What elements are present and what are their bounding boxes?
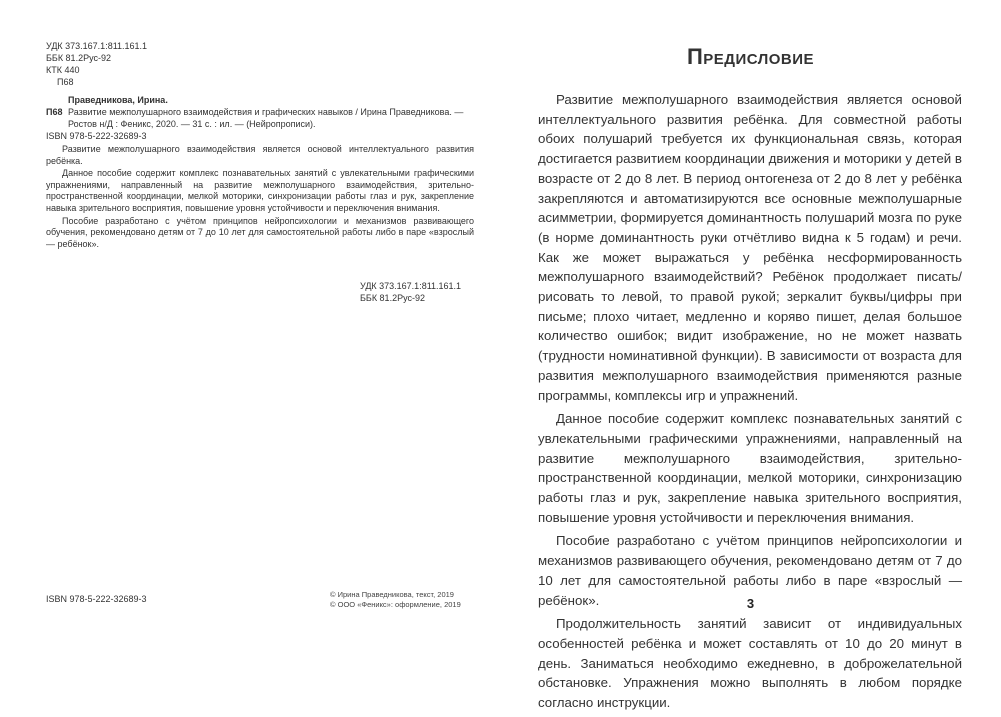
page-title: Предисловие	[686, 44, 815, 69]
author-name: Праведникова, Ирина.	[68, 95, 168, 105]
page-number: 3	[746, 596, 755, 611]
annotation-paragraph: Развитие межполушарного взаимодействия является основой интеллектуального развития ребёнка.	[46, 144, 474, 166]
preface-paragraph: Пособие разработано с учётом принципов нейропсихологии и механизмов развивающего обучения, рекомендовано детям от 7 до 10 лет для самостоятельной работы либо в паре «взрослый — ребёнок».	[538, 533, 962, 608]
bbk-code-repeat: ББК 81.2Рус-92	[360, 293, 425, 303]
copyright-design: © ООО «Феникс»: оформление, 2019	[330, 600, 461, 609]
preface-paragraph: Продолжительность занятий зависит от индивидуальных особенностей ребёнка и может составлять от 10 до 20 минут в день. Заниматься необходимо ежедневно, в доброжелательной обстановке. Упражнения можно выполнять в любом порядке согласно инструкции.	[538, 616, 962, 711]
bibliographic-record	[46, 94, 466, 142]
classification-repeat	[360, 280, 461, 304]
cutter-code: П68	[57, 77, 74, 87]
right-page	[500, 0, 1001, 711]
ktk-code: КТК 440	[46, 65, 80, 75]
title-entry	[46, 106, 466, 118]
copyright-block	[330, 590, 461, 610]
footer-isbn: ISBN 978-5-222-32689-3	[46, 594, 147, 604]
annotation	[46, 144, 474, 251]
left-page	[0, 0, 500, 651]
preface-body	[538, 90, 962, 717]
classification-block	[46, 40, 147, 88]
entry-code: П68	[46, 107, 63, 117]
book-title-line: Развитие межполушарного взаимодействия и графических навыков / Ирина Праведникова. —	[68, 107, 464, 117]
copyright-text: © Ирина Праведникова, текст, 2019	[330, 590, 454, 599]
bbk-code: ББК 81.2Рус-92	[46, 53, 111, 63]
preface-paragraph: Данное пособие содержит комплекс познавательных занятий с увлекательными графическими упражнениями, направленный на развитие межполушарного взаимодействия, зрительно-пространственной координации, мелкой моторики, синхронизацию работы глаз и рук, закрепление навыка зрительного восприятия, повышение уровня устойчивости и переключения внимания.	[538, 411, 962, 525]
publisher-line: Ростов н/Д : Феникс, 2020. — 31 с. : ил. — (Нейропрописи).	[68, 119, 316, 129]
preface-paragraph: Развитие межполушарного взаимодействия является основой интеллектуального развития ребёнка. Для совместной работы обоих полушарий требуется их функциональная связь, которая достигается развитием координации движения и моторики у детей в возрасте от 2 до 8 лет. В период онтогенеза от 2 до 8 лет у ребёнка закрепляются и автоматизируются все основные межполушарные асимметрии, формируется доминантность полушарий мозга по руке (в норме доминантность руки отчётливо видна к 5 годам) и речи. Как же может выражаться у ребёнка несформированность межполушарного взаимодействий? Ребёнок продолжает писать/рисовать то левой, то правой рукой; зеркалит буквы/цифры при письме; плохо читает, медленно и коряво пишет, делая большое количество ошибок; видит изображение, но не может назвать (трудности номинативной функции). В зависимости от возраста для развития межполушарного взаимодействия применяются разные программы, комплексы игр и упражнений.	[538, 92, 962, 403]
annotation-paragraph: Данное пособие содержит комплекс познавательных занятий с увлекательными графическими упражнениями, направленный на развитие межполушарного взаимодействия, зрительно-пространственной координации, мелкой моторики, синхронизации работы глаз и рук, закрепление навыка зрительного восприятия, повышение уровня устойчивости и переключения внимания.	[46, 168, 474, 213]
udk-code: УДК 373.167.1:811.161.1	[46, 41, 148, 51]
annotation-paragraph: Пособие разработано с учётом принципов нейропсихологии и механизмов развивающего обучения, рекомендовано детям от 7 до 10 лет для самостоятельной работы либо в паре «взрослый — ребёнок».	[46, 215, 474, 249]
isbn-line: ISBN 978-5-222-32689-3	[46, 131, 147, 141]
udk-code-repeat: УДК 373.167.1:811.161.1	[360, 281, 462, 291]
